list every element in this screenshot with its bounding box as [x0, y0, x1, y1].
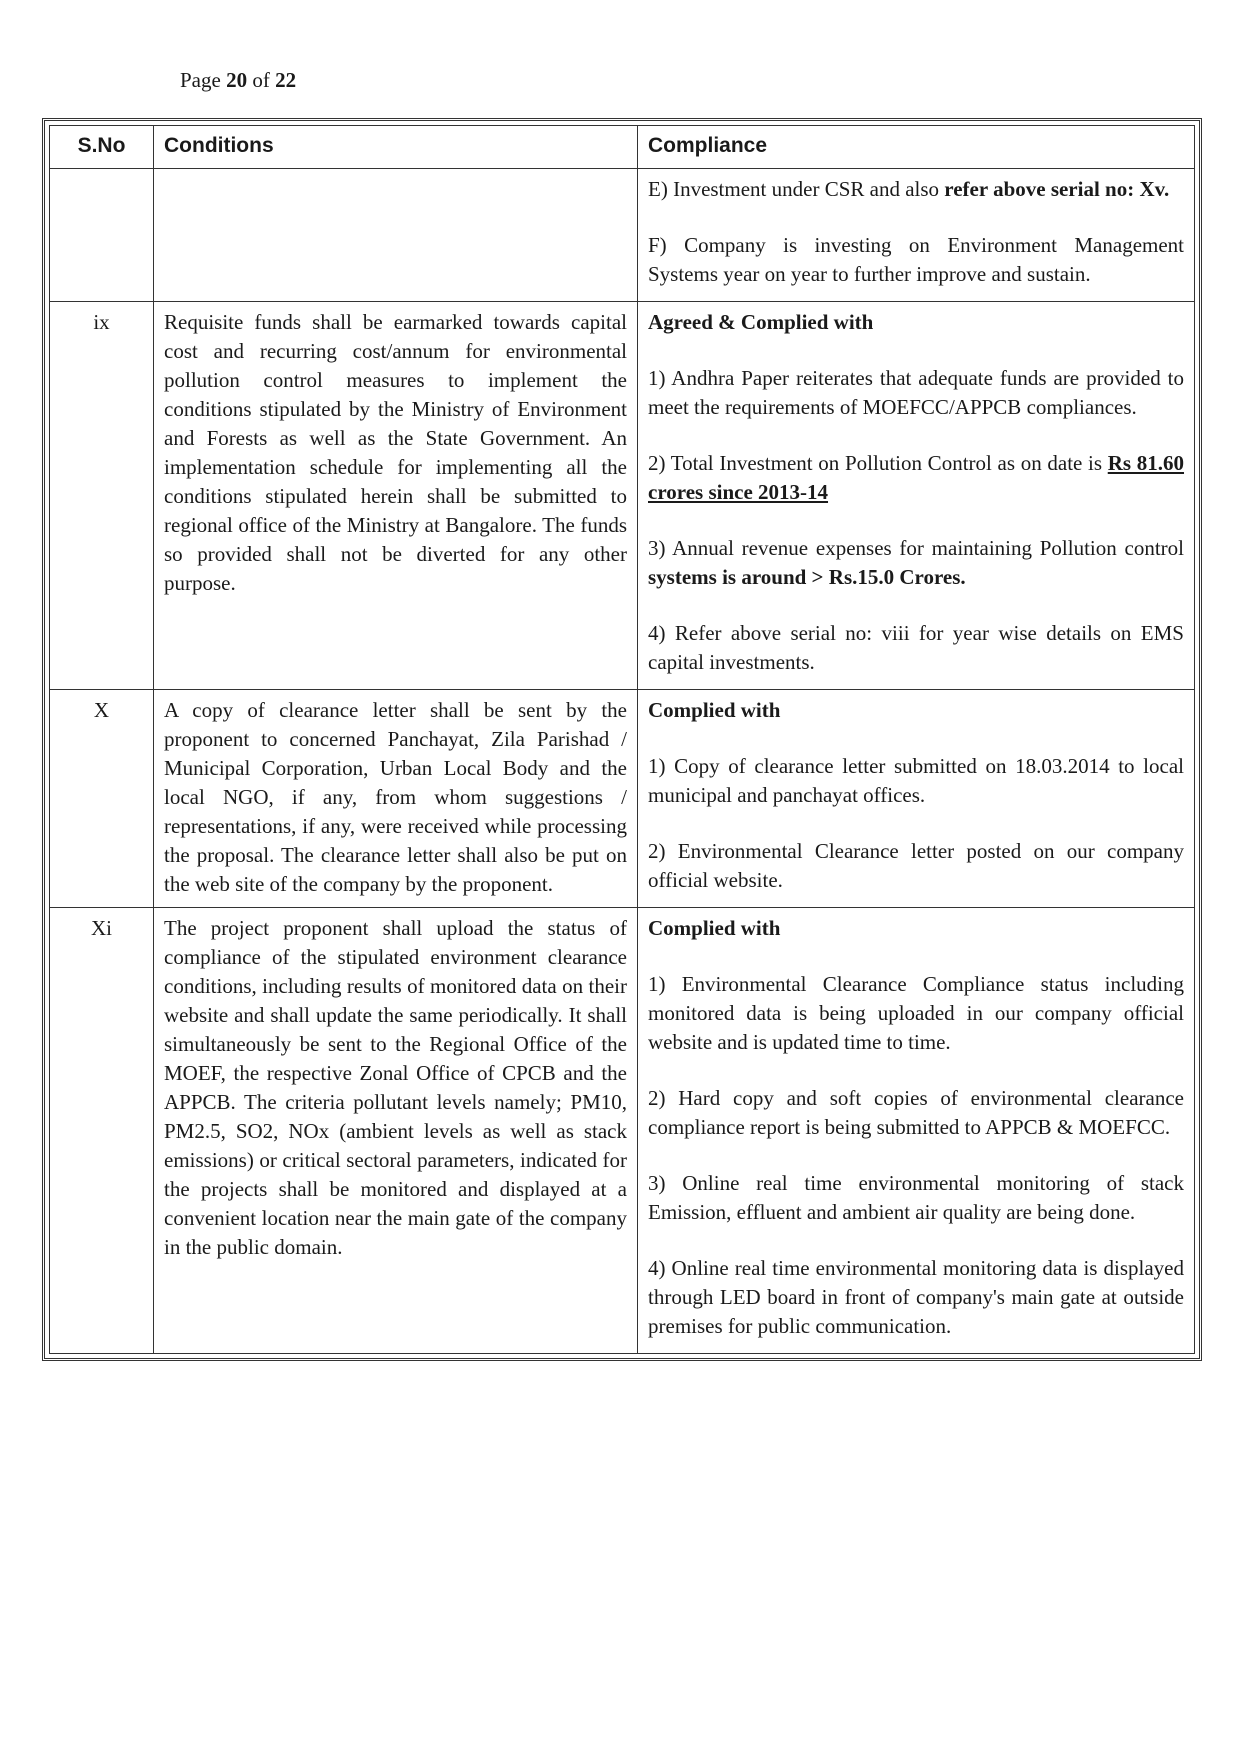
- sno-cell: X: [50, 690, 154, 908]
- table-row: [50, 690, 1195, 908]
- page-total: 22: [275, 68, 297, 92]
- condition-cell: Requisite funds shall be earmarked towards capital cost and recurring cost/annum for environmental pollution control measures to implement the conditions stipulated by the Ministry of Environment and Forests as well as the State Government. An implementation schedule for implementing all the conditions stipulated herein shall be submitted to regional office of the Ministry at Bangalore. The funds so provided shall not be diverted for any other purpose.: [154, 302, 638, 690]
- compliance-point: 1) Environmental Clearance Compliance status including monitored data is being uploaded in our company official website and is updated time to time.: [648, 972, 1184, 1054]
- compliance-cell: [638, 302, 1195, 690]
- column-header-compliance: Compliance: [638, 126, 1195, 169]
- table-row: [50, 302, 1195, 690]
- compliance-point: 3) Annual revenue expenses for maintaining Pollution control systems is around > Rs.15.0 Crores.: [648, 536, 1184, 589]
- column-header-sno: S.No: [50, 126, 154, 169]
- compliance-cell: [638, 908, 1195, 1354]
- compliance-point: 1) Copy of clearance letter submitted on 18.03.2014 to local municipal and panchayat offices.: [648, 754, 1184, 807]
- compliance-point: 3) Online real time environmental monitoring of stack Emission, effluent and ambient air quality are being done.: [648, 1171, 1184, 1224]
- compliance-point: 2) Total Investment on Pollution Control as on date is Rs 81.60 crores since 2013-14: [648, 451, 1185, 504]
- compliance-table: [49, 125, 1195, 1354]
- compliance-point: 2) Hard copy and soft copies of environmental clearance compliance report is being submitted to APPCB & MOEFCC.: [648, 1086, 1184, 1139]
- compliance-status: Complied with: [648, 698, 781, 722]
- page-prefix: Page: [180, 68, 227, 92]
- compliance-point: 2) Environmental Clearance letter posted on our company official website.: [648, 839, 1184, 892]
- table-row: [50, 908, 1195, 1354]
- compliance-cell: [638, 169, 1195, 302]
- table-header-row: [50, 126, 1195, 169]
- table-row: [50, 169, 1195, 302]
- compliance-status: Agreed & Complied with: [648, 310, 874, 334]
- compliance-point: E) Investment under CSR and also refer above serial no: Xv.: [648, 177, 1170, 201]
- sno-cell: Xi: [50, 908, 154, 1354]
- compliance-cell: [638, 690, 1195, 908]
- page-of: of: [247, 68, 276, 92]
- compliance-point: F) Company is investing on Environment Management Systems year on year to further improve and sustain.: [648, 233, 1184, 286]
- condition-cell: [154, 169, 638, 302]
- sno-cell: [50, 169, 154, 302]
- compliance-point: 4) Online real time environmental monitoring data is displayed through LED board in front of company's main gate at outside premises for public communication.: [648, 1256, 1184, 1338]
- sno-cell: ix: [50, 302, 154, 690]
- compliance-status: Complied with: [648, 916, 781, 940]
- compliance-point: 1) Andhra Paper reiterates that adequate funds are provided to meet the requirements of MOEFCC/APPCB compliances.: [648, 366, 1184, 419]
- compliance-table-frame: [42, 118, 1202, 1361]
- page-number: [180, 68, 296, 93]
- column-header-conditions: Conditions: [154, 126, 638, 169]
- condition-cell: The project proponent shall upload the status of compliance of the stipulated environment clearance conditions, including results of monitored data on their website and shall update the same periodically. It shall simultaneously be sent to the Regional Office of the MOEF, the respective Zonal Office of CPCB and the APPCB. The criteria pollutant levels namely; PM10, PM2.5, SO2, NOx (ambient levels as well as stack emissions) or critical sectoral parameters, indicated for the projects shall be monitored and displayed at a convenient location near the main gate of the company in the public domain.: [154, 908, 638, 1354]
- page-current: 20: [226, 68, 248, 92]
- compliance-point: 4) Refer above serial no: viii for year wise details on EMS capital investments.: [648, 621, 1184, 674]
- condition-cell: A copy of clearance letter shall be sent by the proponent to concerned Panchayat, Zila Parishad / Municipal Corporation, Urban Local Body and the local NGO, if any, from whom suggestions / representations, if any, were received while processing the proposal. The clearance letter shall also be put on the web site of the company by the proponent.: [154, 690, 638, 908]
